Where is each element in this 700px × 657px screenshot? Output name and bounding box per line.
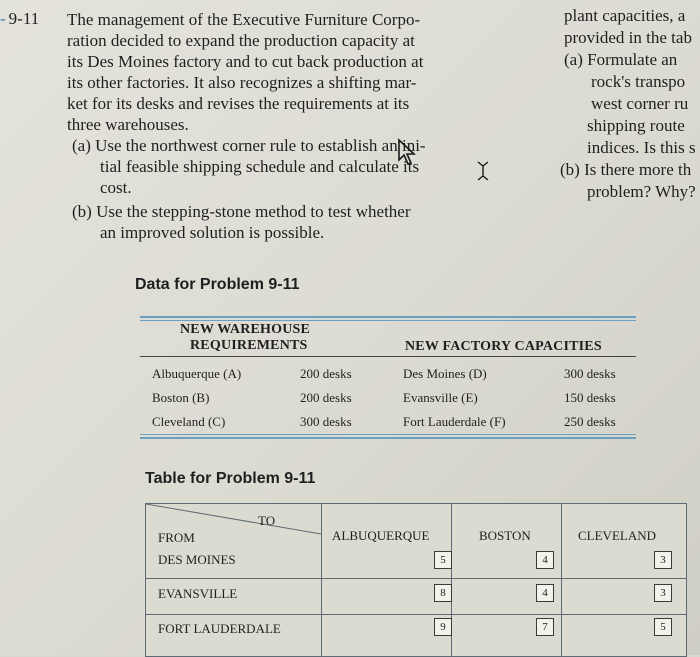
row-label-des-moines: DES MOINES	[158, 552, 236, 567]
cost-box: 9	[434, 618, 452, 636]
statement-line: its other factories. It also recognizes a shifting mar-	[67, 73, 417, 92]
factory-name: Fort Lauderdale (F)	[403, 414, 506, 429]
part-a-line: tial feasible shipping schedule and calculate its	[100, 157, 420, 176]
column-line: (b) Is there more th	[560, 160, 692, 179]
data-bottom-rule	[140, 434, 636, 439]
statement-line: ration decided to expand the production capacity at	[67, 31, 415, 50]
data-header-rule	[140, 356, 636, 357]
factory-name: Des Moines (D)	[403, 366, 487, 381]
factory-name: Evansville (E)	[403, 390, 478, 405]
part-a-line: (a) Use the northwest corner rule to establish an ini-	[72, 136, 426, 155]
from-label: FROM	[158, 530, 195, 545]
factory-capacity: 300 desks	[564, 366, 616, 381]
column-line: west corner ru	[591, 94, 689, 113]
part-b-line: an improved solution is possible.	[100, 223, 325, 242]
cost-box: 5	[434, 551, 452, 569]
problem-statement	[67, 9, 467, 135]
problem-number: - 9-11	[0, 9, 40, 28]
data-top-rule	[140, 316, 636, 321]
warehouse-header	[180, 322, 310, 354]
adjacent-column-text	[560, 5, 700, 203]
cost-box: 8	[434, 584, 452, 602]
row-label-fort-lauderdale: FORT LAUDERDALE	[158, 621, 281, 636]
statement-line: its Des Moines factory and to cut back production at	[67, 52, 424, 71]
text-cursor-icon	[475, 160, 491, 182]
row-label-evansville: EVANSVILLE	[158, 586, 238, 601]
factory-capacity: 150 desks	[564, 390, 616, 405]
to-label: TO	[258, 513, 276, 528]
transportation-table	[145, 503, 687, 657]
cost-box: 4	[536, 584, 554, 602]
warehouse-requirement: 200 desks	[300, 366, 352, 381]
cost-box: 4	[536, 551, 554, 569]
column-header-boston: BOSTON	[479, 528, 531, 543]
cost-box: 3	[654, 551, 672, 569]
warehouse-name: Boston (B)	[152, 390, 210, 405]
column-line: indices. Is this s	[587, 138, 696, 157]
statement-line: ket for its desks and revises the requirements at its	[67, 94, 410, 113]
warehouse-requirement: 300 desks	[300, 414, 352, 429]
column-line: provided in the tab	[564, 28, 692, 47]
statement-line: The management of the Executive Furniture Corpo-	[67, 10, 421, 29]
column-line: rock's transpo	[591, 72, 686, 91]
warehouse-requirement: 200 desks	[300, 390, 352, 405]
mouse-cursor-icon	[397, 138, 419, 166]
row-divider	[146, 614, 686, 615]
column-header-albuquerque: ALBUQUERQUE	[332, 528, 430, 543]
part-b-line: (b) Use the stepping-stone method to test whether	[72, 202, 411, 221]
warehouse-header-line: NEW WAREHOUSE	[180, 322, 311, 337]
cost-box: 3	[654, 584, 672, 602]
part-a-line: cost.	[100, 178, 132, 197]
factory-header: NEW FACTORY CAPACITIES	[405, 339, 602, 354]
column-line: shipping route	[587, 116, 685, 135]
data-heading: Data for Problem 9-11	[135, 276, 300, 293]
cost-box: 7	[536, 618, 554, 636]
row-divider	[146, 578, 686, 579]
table-heading: Table for Problem 9-11	[145, 470, 316, 487]
column-line: (a) Formulate an	[564, 50, 678, 69]
column-line: plant capacities, a	[564, 6, 686, 25]
cost-box: 5	[654, 618, 672, 636]
column-header-cleveland: CLEVELAND	[578, 528, 656, 543]
part-b	[72, 201, 472, 243]
warehouse-name: Cleveland (C)	[152, 414, 226, 429]
factory-capacity: 250 desks	[564, 414, 616, 429]
column-divider	[561, 504, 562, 656]
warehouse-header-line: REQUIREMENTS	[190, 338, 308, 353]
column-line: problem? Why?	[587, 182, 696, 201]
statement-line: three warehouses.	[67, 115, 189, 134]
warehouse-name: Albuquerque (A)	[152, 366, 242, 381]
